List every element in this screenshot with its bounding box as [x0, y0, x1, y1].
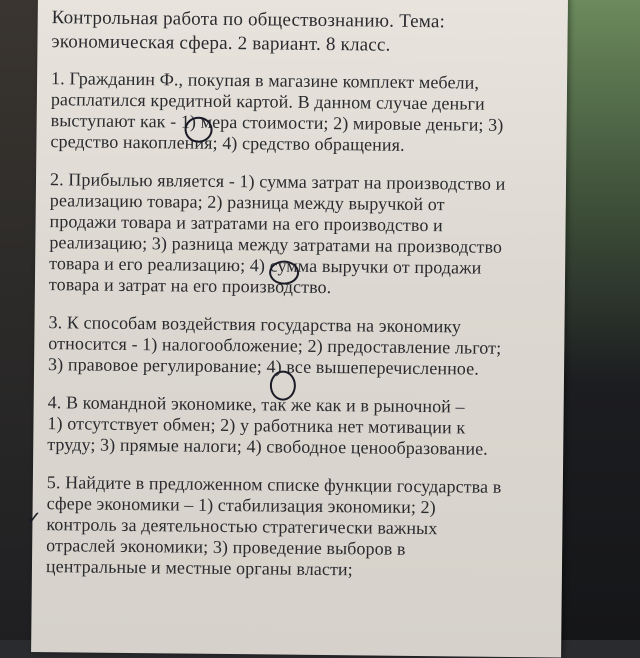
- question-line: отраслей экономики; 3) проведение выборов в: [46, 535, 406, 559]
- answer-circle-mark: [184, 117, 212, 143]
- worksheet-paper: [26, 0, 568, 658]
- worksheet-title: [51, 6, 549, 59]
- title-line: экономическая сфера. 2 вариант. 8 класс.: [51, 31, 391, 56]
- question-3: [48, 312, 547, 380]
- question-1: [50, 68, 549, 157]
- question-line: центральные и местные органы власти;: [45, 556, 353, 580]
- question-line: товара и его реализацию; 4) сумма выручки от продажи: [49, 253, 482, 278]
- question-line: относится - 1) налогообложение; 2) предоставление льгот;: [48, 333, 502, 358]
- question-line: труду; 3) прямые налоги; 4) свободное ценообразование.: [47, 434, 488, 459]
- question-4: [47, 392, 546, 460]
- question-line: контроль за деятельностью стратегически важных: [46, 514, 438, 539]
- question-line: реализацию товара; 2) разница между выручкой от: [49, 190, 445, 215]
- question-line: сфере экономики – 1) стабилизация экономики; 2): [46, 493, 436, 518]
- question-line: 3) правовое регулирование; 4) все вышеперечисленное.: [47, 354, 479, 379]
- question-line: средство накопления; 4) средство обращения.: [50, 131, 405, 155]
- tick-mark-icon: ✓: [26, 507, 42, 530]
- question-line: товара и затрат на его производство.: [48, 274, 332, 298]
- question-line: 3. К способам воздействия государства на экономику: [48, 312, 462, 337]
- question-line: 1. Гражданин Ф., покупая в магазине комплект мебели,: [50, 68, 480, 93]
- question-line: расплатился кредитной картой. В данном случае деньги: [50, 89, 485, 114]
- question-line: продажи товара и затратами на его производство и: [49, 211, 443, 236]
- question-line: 5. Найдите в предложенном списке функции государства в: [46, 472, 502, 497]
- worksheet-content: [46, 6, 550, 599]
- title-line: Контрольная работа по обществознанию. Тема:: [51, 7, 446, 33]
- question-line: 4. В командной экономике, так же как и в рыночной –: [47, 392, 465, 417]
- answer-circle-mark: [269, 260, 299, 284]
- question-line: 1) отсутствует обмен; 2) у работника нет мотивации к: [47, 413, 466, 438]
- answer-circle-mark: [270, 370, 296, 400]
- question-2: [49, 169, 548, 300]
- question-5: [46, 472, 545, 582]
- question-line: 2. Прибылью является - 1) сумма затрат на производство и: [49, 169, 506, 194]
- question-line: выступают как - 1) мера стоимости; 2) мировые деньги; 3): [50, 110, 504, 135]
- question-line: реализацию; 3) разница между затратами на производство: [49, 232, 503, 257]
